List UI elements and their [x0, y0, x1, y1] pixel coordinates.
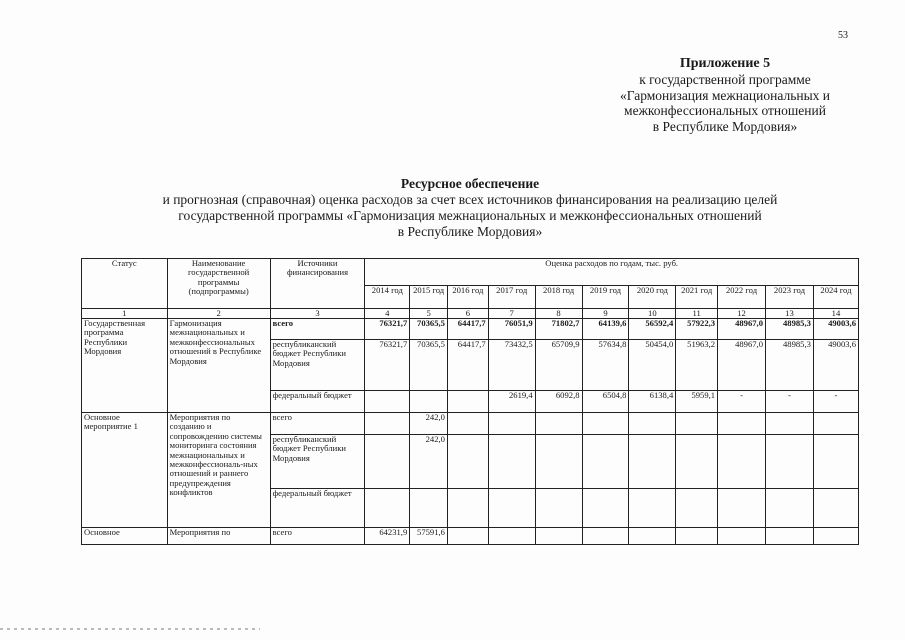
header-status: Статус [82, 259, 168, 309]
value-cell [365, 413, 410, 435]
value-cell [813, 435, 858, 489]
value-cell: 48985,3 [766, 319, 814, 340]
value-cell: - [766, 391, 814, 413]
value-cell [447, 528, 488, 545]
value-cell [813, 489, 858, 528]
value-cell: 65709,9 [535, 340, 582, 391]
value-cell: 57591,6 [410, 528, 448, 545]
value-cell: 64417,7 [447, 319, 488, 340]
value-cell [629, 528, 676, 545]
column-number: 12 [718, 309, 766, 319]
value-cell [535, 413, 582, 435]
value-cell [718, 489, 766, 528]
value-cell [766, 435, 814, 489]
value-cell: - [718, 391, 766, 413]
value-cell [718, 528, 766, 545]
column-number: 14 [813, 309, 858, 319]
document-heading [60, 176, 880, 240]
status-cell: Основное [82, 528, 168, 545]
appendix-line: в Республике Мордовия» [652, 118, 798, 134]
table-row [82, 413, 859, 435]
budget-table [81, 258, 859, 545]
table-row [82, 528, 859, 545]
value-cell: 2619,4 [488, 391, 535, 413]
table-row [82, 319, 859, 340]
page-number: 53 [838, 30, 848, 41]
value-cell: 57922,3 [676, 319, 718, 340]
column-number: 11 [676, 309, 718, 319]
funding-source-cell: республиканский бюджет Республики Мордовия [270, 435, 365, 489]
value-cell [766, 528, 814, 545]
value-cell: 64417,7 [447, 340, 488, 391]
value-cell [582, 489, 629, 528]
value-cell [676, 489, 718, 528]
header-estimate: Оценка расходов по годам, тыс. руб. [365, 259, 859, 286]
value-cell: 6504,8 [582, 391, 629, 413]
value-cell [535, 528, 582, 545]
value-cell [535, 489, 582, 528]
year-header: 2023 год [766, 286, 814, 309]
program-name-cell: Гармонизация межнациональных и межконфессиональных отношений в Республике Мордовия [167, 319, 270, 413]
heading-line: и прогнозная (справочная) оценка расходов за счет всех источников финансирования на реализацию целей [162, 192, 778, 207]
value-cell [629, 489, 676, 528]
value-cell: 64139,6 [582, 319, 629, 340]
value-cell [447, 391, 488, 413]
heading-line: государственной программы «Гармонизация межнациональных и межконфессиональных отношений [178, 208, 762, 223]
heading-title: Ресурсное обеспечение [400, 176, 540, 191]
funding-source-cell: всего [270, 413, 365, 435]
funding-source-cell: всего [270, 319, 365, 340]
value-cell: - [813, 391, 858, 413]
value-cell: 57634,8 [582, 340, 629, 391]
value-cell [718, 435, 766, 489]
value-cell [447, 435, 488, 489]
value-cell: 49003,6 [813, 340, 858, 391]
header-funding-source: Источники финансирования [270, 259, 365, 309]
appendix-line: межконфессиональных отношений [624, 103, 826, 118]
value-cell [447, 489, 488, 528]
appendix-line: «Гармонизация межнациональных и [619, 87, 830, 103]
column-number: 9 [582, 309, 629, 319]
value-cell [365, 435, 410, 489]
value-cell [410, 489, 448, 528]
year-header: 2016 год [447, 286, 488, 309]
value-cell: 51963,2 [676, 340, 718, 391]
value-cell: 6138,4 [629, 391, 676, 413]
value-cell: 76051,9 [488, 319, 535, 340]
value-cell: 242,0 [410, 435, 448, 489]
value-cell [582, 528, 629, 545]
year-header: 2017 год [488, 286, 535, 309]
column-number: 6 [447, 309, 488, 319]
year-header: 2018 год [535, 286, 582, 309]
column-number: 3 [270, 309, 365, 319]
column-numbers-row [82, 309, 859, 319]
value-cell: 5959,1 [676, 391, 718, 413]
value-cell: 64231,9 [365, 528, 410, 545]
funding-source-cell: федеральный бюджет [270, 391, 365, 413]
value-cell [676, 435, 718, 489]
heading-line: в Республике Мордовия» [397, 224, 543, 239]
program-name-cell: Мероприятия по созданию и сопровождению системы мониторинга состояния межнациональных и межконфессиональ-ных отношений и раннего предупреждения конфликтов [167, 413, 270, 528]
column-number: 10 [629, 309, 676, 319]
program-name-cell: Мероприятия по [167, 528, 270, 545]
value-cell [365, 489, 410, 528]
value-cell [766, 413, 814, 435]
year-header: 2020 год [629, 286, 676, 309]
year-header: 2022 год [718, 286, 766, 309]
value-cell [488, 435, 535, 489]
column-number: 5 [410, 309, 448, 319]
value-cell [676, 528, 718, 545]
value-cell [488, 413, 535, 435]
funding-source-cell: федеральный бюджет [270, 489, 365, 528]
value-cell [582, 435, 629, 489]
value-cell [535, 435, 582, 489]
value-cell [813, 528, 858, 545]
column-number: 2 [167, 309, 270, 319]
value-cell: 76321,7 [365, 319, 410, 340]
value-cell: 73432,5 [488, 340, 535, 391]
value-cell [629, 413, 676, 435]
value-cell: 49003,6 [813, 319, 858, 340]
value-cell: 70365,5 [410, 319, 448, 340]
status-cell: Основное мероприятие 1 [82, 413, 168, 528]
column-number: 7 [488, 309, 535, 319]
value-cell [365, 391, 410, 413]
column-number: 1 [82, 309, 168, 319]
value-cell: 56592,4 [629, 319, 676, 340]
value-cell: 71802,7 [535, 319, 582, 340]
value-cell [410, 391, 448, 413]
year-header: 2014 год [365, 286, 410, 309]
column-number: 4 [365, 309, 410, 319]
scan-artifact [0, 628, 260, 630]
value-cell: 242,0 [410, 413, 448, 435]
value-cell [447, 413, 488, 435]
value-cell [718, 413, 766, 435]
value-cell: 48967,0 [718, 340, 766, 391]
year-header: 2015 год [410, 286, 448, 309]
header-row [82, 259, 859, 286]
value-cell [488, 489, 535, 528]
column-number: 8 [535, 309, 582, 319]
status-cell: Государственная программа Республики Мордовия [82, 319, 168, 413]
value-cell [676, 413, 718, 435]
appendix-title: Приложение 5 [679, 56, 771, 71]
year-header: 2019 год [582, 286, 629, 309]
funding-source-cell: республиканский бюджет Республики Мордовия [270, 340, 365, 391]
value-cell [766, 489, 814, 528]
column-number: 13 [766, 309, 814, 319]
value-cell: 6092,8 [535, 391, 582, 413]
value-cell: 48985,3 [766, 340, 814, 391]
funding-source-cell: всего [270, 528, 365, 545]
appendix-block [592, 56, 858, 134]
value-cell: 48967,0 [718, 319, 766, 340]
value-cell: 76321,7 [365, 340, 410, 391]
year-header: 2021 год [676, 286, 718, 309]
value-cell [629, 435, 676, 489]
appendix-line: к государственной программе [639, 72, 811, 87]
budget-table-body [82, 259, 859, 545]
value-cell [582, 413, 629, 435]
value-cell: 50454,0 [629, 340, 676, 391]
value-cell: 70365,5 [410, 340, 448, 391]
header-program-name: Наименование государственной программы (подпрограммы) [167, 259, 270, 309]
value-cell [813, 413, 858, 435]
year-header: 2024 год [813, 286, 858, 309]
value-cell [488, 528, 535, 545]
